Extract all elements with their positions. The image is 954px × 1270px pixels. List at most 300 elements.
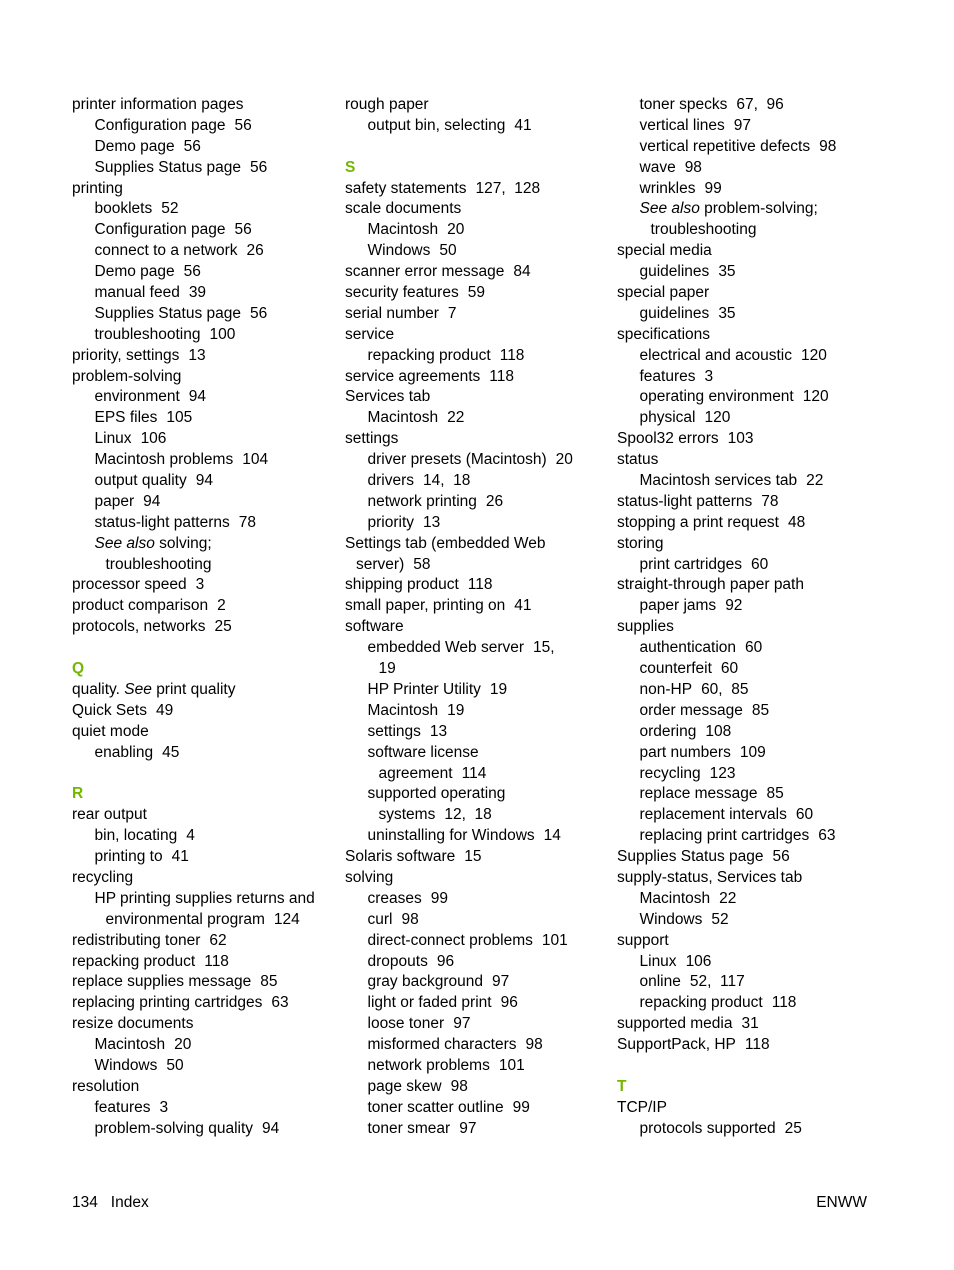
entry-term: security features (345, 284, 459, 302)
entry-term: resolution (72, 1077, 140, 1095)
index-entry (617, 513, 879, 534)
page-reference: 114 (461, 764, 487, 782)
page-reference: 108 (705, 722, 732, 740)
index-subentry (345, 889, 607, 910)
entry-term: server) (356, 555, 405, 573)
entry-term: status-light patterns (617, 492, 753, 510)
page-reference: 118 (771, 994, 797, 1012)
entry-term: Spool32 errors (617, 430, 719, 448)
index-subentry (617, 596, 879, 617)
section-gap (617, 1056, 879, 1077)
page-reference: 118 (204, 952, 229, 970)
entry-term: embedded Web server (367, 639, 525, 657)
index-subentry (72, 325, 334, 346)
index-entry (617, 429, 879, 450)
section-gap (72, 764, 334, 785)
page-reference: 118 (467, 576, 493, 594)
index-subentry (617, 262, 879, 283)
entry-term: output quality (94, 472, 187, 490)
index-subentry (72, 429, 334, 450)
page-reference: 12, 18 (444, 806, 492, 824)
page-reference: 56 (772, 848, 790, 866)
entry-term: scanner error message (345, 263, 505, 281)
index-column-1 (72, 95, 334, 1140)
entry-term: features (639, 367, 696, 385)
index-subentry (72, 1098, 334, 1119)
entry-term: network printing (367, 492, 477, 510)
entry-term: systems (378, 806, 436, 824)
entry-term: Macintosh (94, 1036, 166, 1054)
entry-term: creases (367, 889, 422, 907)
entry-term: Services tab (345, 388, 431, 406)
entry-term: Linux (94, 430, 132, 448)
entry-term: recycling (72, 868, 134, 886)
entry-term: settings (367, 722, 421, 740)
entry-term: service (345, 325, 395, 343)
entry-term: Supplies Status page (617, 848, 764, 866)
entry-term: replacing printing cartridges (72, 994, 263, 1012)
page-reference: 94 (195, 472, 213, 490)
entry-term: counterfeit (639, 660, 712, 678)
index-subentry (617, 137, 879, 158)
index-entry (72, 575, 334, 596)
entry-term: Linux (639, 952, 677, 970)
page-reference: 49 (155, 701, 174, 719)
entry-term: light or faded print (367, 994, 492, 1012)
index-subentry (617, 199, 879, 220)
entry-term: priority, settings (72, 346, 180, 364)
page-reference: 45 (162, 743, 180, 761)
index-subentry (345, 555, 607, 576)
entry-term: wave (639, 158, 676, 176)
index-subentry (617, 784, 879, 805)
entry-term: quality. (72, 680, 120, 698)
index-subentry (617, 95, 879, 116)
entry-term: solving; (154, 534, 212, 552)
entry-term: serial number (345, 304, 439, 322)
entry-term: vertical repetitive defects (639, 137, 811, 155)
entry-term: supplies (617, 618, 674, 636)
page-reference: 56 (234, 116, 252, 134)
page-reference: 56 (234, 221, 252, 239)
index-entry (617, 492, 879, 513)
entry-term: troubleshooting (105, 555, 212, 573)
entry-term: solving (345, 868, 394, 886)
see-also-label: See also (94, 534, 155, 552)
page-reference: 120 (704, 409, 731, 427)
page-reference: 59 (467, 284, 485, 302)
page-reference: 98 (684, 158, 702, 176)
entry-term: replacement intervals (639, 806, 787, 824)
entry-term: misformed characters (367, 1036, 517, 1054)
index-column-3 (617, 95, 879, 1140)
entry-term: loose toner (367, 1015, 445, 1033)
index-entry (345, 325, 607, 346)
page-reference: 25 (784, 1119, 802, 1137)
entry-term: settings (345, 430, 399, 448)
page-reference: 2 (217, 597, 226, 615)
index-subentry (617, 346, 879, 367)
page-reference: 124 (273, 910, 300, 928)
entry-term: supply-status, Services tab (617, 868, 803, 886)
entry-term: Quick Sets (72, 701, 147, 719)
entry-term: toner scatter outline (367, 1098, 504, 1116)
index-entry (617, 1014, 879, 1035)
entry-term: product comparison (72, 597, 209, 615)
entry-term: printing to (94, 848, 163, 866)
entry-term: replace message (639, 785, 758, 803)
index-subentry (345, 993, 607, 1014)
entry-term: recycling (639, 764, 701, 782)
index-subentry (72, 450, 334, 471)
index-entry (72, 952, 334, 973)
page-reference: 78 (238, 513, 257, 531)
index-subentry (617, 116, 879, 137)
index-entry (345, 283, 607, 304)
page-reference: 26 (485, 492, 504, 510)
entry-term: software license (367, 743, 479, 761)
entry-term: status (617, 451, 659, 469)
entry-term: uninstalling for Windows (367, 827, 535, 845)
entry-term: output bin, selecting (367, 116, 506, 134)
entry-term: Demo page (94, 263, 175, 281)
index-subentry (345, 722, 607, 743)
index-entry (72, 617, 334, 638)
page-reference: 85 (751, 701, 770, 719)
entry-term: support (617, 931, 669, 949)
index-subentry (345, 931, 607, 952)
page-reference: 94 (143, 492, 161, 510)
index-entry (617, 283, 879, 304)
page-reference: 120 (802, 388, 829, 406)
page-reference: 96 (500, 994, 518, 1012)
entry-term: troubleshooting (650, 221, 757, 239)
page-reference: 63 (271, 994, 289, 1012)
index-entry (72, 680, 334, 701)
page-reference: 118 (744, 1036, 770, 1054)
index-subentry (72, 555, 334, 576)
page-reference: 101 (541, 931, 568, 949)
page-reference: 26 (246, 242, 264, 260)
entry-term: agreement (378, 764, 453, 782)
page-reference: 35 (718, 263, 736, 281)
index-subentry (345, 784, 607, 805)
page-reference: 22 (447, 409, 465, 427)
index-subentry (345, 952, 607, 973)
index-subentry (617, 993, 879, 1014)
page-reference: 52 (711, 910, 729, 928)
page-reference: 20 (555, 451, 573, 469)
page-reference: 94 (262, 1119, 280, 1137)
index-subentry (72, 1056, 334, 1077)
index-subentry (617, 638, 879, 659)
index-subentry (617, 408, 879, 429)
index-subentry (345, 513, 607, 534)
index-entry (617, 1098, 879, 1119)
index-entry (72, 805, 334, 826)
entry-term: Configuration page (94, 116, 226, 134)
page-reference: 63 (818, 827, 836, 845)
page-reference: 98 (450, 1077, 468, 1095)
index-subentry (72, 826, 334, 847)
index-subentry (72, 158, 334, 179)
entry-term: gray background (367, 973, 483, 991)
entry-term: paper jams (639, 597, 717, 615)
entry-term: repacking product (72, 952, 196, 970)
page-reference: 13 (423, 513, 441, 531)
index-subentry (72, 910, 334, 931)
index-subentry (617, 701, 879, 722)
page-reference: 85 (260, 973, 278, 991)
index-entry (72, 722, 334, 743)
page-reference: 22 (719, 889, 737, 907)
entry-term: status-light patterns (94, 513, 230, 531)
index-subentry (617, 743, 879, 764)
index-entry (617, 1035, 879, 1056)
entry-term: Macintosh (367, 701, 439, 719)
index-entry (617, 325, 879, 346)
index-subentry (72, 199, 334, 220)
page-reference: 99 (430, 889, 449, 907)
entry-term: replace supplies message (72, 973, 252, 991)
index-entry (72, 931, 334, 952)
entry-term: environmental program (105, 910, 265, 928)
page-reference: 15 (464, 848, 482, 866)
index-subentry (72, 492, 334, 513)
index-subentry (345, 659, 607, 680)
entry-term: manual feed (94, 284, 180, 302)
page-reference: 94 (188, 388, 207, 406)
index-subentry (617, 680, 879, 701)
entry-term: resize documents (72, 1015, 194, 1033)
entry-term: Demo page (94, 137, 175, 155)
page-reference: 13 (188, 346, 206, 364)
see-label: See (124, 680, 152, 698)
entry-term: Settings tab (embedded Web (345, 534, 546, 552)
index-subentry (345, 910, 607, 931)
page-reference: 60, 85 (701, 680, 749, 698)
index-subentry (72, 137, 334, 158)
entry-term: Macintosh (367, 409, 439, 427)
index-subentry (617, 1119, 879, 1140)
page-reference: 20 (447, 221, 465, 239)
index-subentry (345, 680, 607, 701)
index-subentry (345, 826, 607, 847)
index-subentry (617, 220, 879, 241)
entry-term: software (345, 618, 404, 636)
index-subentry (345, 743, 607, 764)
index-subentry (345, 1014, 607, 1035)
page-reference: 4 (186, 827, 195, 845)
index-subentry (72, 847, 334, 868)
index-subentry (72, 1035, 334, 1056)
index-subentry (345, 1056, 607, 1077)
page-reference: 56 (250, 304, 268, 322)
index-entry (345, 534, 607, 555)
index-subentry (617, 952, 879, 973)
entry-term: rear output (72, 806, 147, 824)
page-reference: 48 (788, 513, 806, 531)
entry-term: storing (617, 534, 664, 552)
entry-term: physical (639, 409, 696, 427)
page-reference: 78 (761, 492, 779, 510)
index-subentry (72, 889, 334, 910)
index-letter-heading: S (345, 158, 356, 176)
index-entry (72, 179, 334, 200)
entry-term: troubleshooting (94, 325, 201, 343)
see-target: print quality (156, 680, 236, 698)
index-subentry (617, 972, 879, 993)
index-subentry (72, 534, 334, 555)
index-letter-heading: T (617, 1077, 627, 1095)
page-reference: 20 (174, 1036, 192, 1054)
entry-term: dropouts (367, 952, 428, 970)
page-reference: 22 (806, 472, 824, 490)
page-reference: 58 (413, 555, 431, 573)
entry-term: features (94, 1098, 151, 1116)
index-subentry (617, 179, 879, 200)
index-entry (72, 868, 334, 889)
entry-term: Configuration page (94, 221, 226, 239)
entry-term: EPS files (94, 409, 158, 427)
page-footer (72, 1192, 867, 1213)
footer-section: Index (110, 1194, 149, 1211)
page-reference: 35 (718, 304, 736, 322)
index-subentry (617, 889, 879, 910)
index-subentry (617, 555, 879, 576)
page-reference: 99 (512, 1098, 530, 1116)
entry-term: repacking product (367, 346, 491, 364)
entry-term: Supplies Status page (94, 158, 241, 176)
entry-term: Macintosh problems (94, 451, 234, 469)
index-subentry (345, 450, 607, 471)
entry-term: printing (72, 179, 123, 197)
index-entry (345, 429, 607, 450)
page-reference: 41 (171, 848, 189, 866)
entry-term: problem-solving (72, 367, 182, 385)
entry-term: guidelines (639, 263, 710, 281)
index-entry (345, 868, 607, 889)
entry-term: Macintosh (367, 221, 439, 239)
page-reference: 56 (183, 137, 201, 155)
entry-term: page skew (367, 1077, 442, 1095)
page-reference: 60 (720, 660, 739, 678)
index-subentry (72, 1119, 334, 1140)
entry-term: enabling (94, 743, 154, 761)
index-subentry (72, 283, 334, 304)
index-entry (72, 367, 334, 388)
entry-term: 19 (378, 660, 396, 678)
entry-term: curl (367, 910, 393, 928)
index-subentry (72, 241, 334, 262)
entry-term: non-HP (639, 680, 693, 698)
page-reference: 96 (436, 952, 455, 970)
index-subentry (617, 764, 879, 785)
index-subentry (72, 262, 334, 283)
index-entry (345, 596, 607, 617)
page-reference: 62 (209, 931, 227, 949)
entry-term: replacing print cartridges (639, 827, 810, 845)
index-entry (345, 387, 607, 408)
page-reference: 31 (741, 1015, 759, 1033)
entry-term: drivers (367, 472, 415, 490)
entry-term: priority (367, 513, 415, 531)
index-subentry (345, 220, 607, 241)
page-reference: 98 (401, 910, 419, 928)
entry-term: part numbers (639, 743, 731, 761)
page-reference: 103 (727, 430, 754, 448)
page-reference: 41 (514, 597, 532, 615)
index-subentry (345, 1098, 607, 1119)
index-entry (72, 1077, 334, 1098)
entry-term: electrical and acoustic (639, 346, 792, 364)
entry-term: Solaris software (345, 848, 456, 866)
entry-term: toner smear (367, 1119, 451, 1137)
index-subentry (345, 346, 607, 367)
page-reference: 97 (453, 1015, 471, 1033)
index-entry (617, 534, 879, 555)
page-reference: 106 (140, 430, 167, 448)
index-column-2 (345, 95, 607, 1140)
entry-term: problem-solving; (699, 200, 818, 218)
page-reference: 127, 128 (475, 179, 541, 197)
entry-term: scale documents (345, 200, 462, 218)
section-gap (72, 638, 334, 659)
index-entry (345, 847, 607, 868)
entry-term: supported operating (367, 785, 506, 803)
index-subentry (345, 1077, 607, 1098)
index-subentry (617, 367, 879, 388)
page-reference: 98 (819, 137, 837, 155)
entry-term: HP printing supplies returns and (94, 889, 315, 907)
index-entry (345, 304, 607, 325)
page-reference: 7 (447, 304, 457, 322)
entry-term: booklets (94, 200, 153, 218)
entry-term: repacking product (639, 994, 763, 1012)
page-reference: 97 (491, 973, 510, 991)
index-entry (345, 617, 607, 638)
index-entry (72, 972, 334, 993)
entry-term: network problems (367, 1056, 490, 1074)
index-entry (72, 1014, 334, 1035)
page-reference: 19 (447, 701, 465, 719)
index-subentry (72, 387, 334, 408)
entry-term: Supplies Status page (94, 304, 241, 322)
entry-term: vertical lines (639, 116, 725, 134)
page-reference: 15, (533, 639, 555, 657)
index-entry (345, 95, 607, 116)
page-reference: 105 (166, 409, 193, 427)
page-reference: 99 (704, 179, 722, 197)
entry-term: toner specks (639, 96, 728, 113)
entry-term: connect to a network (94, 242, 238, 260)
entry-term: paper (94, 492, 135, 510)
see-also-label: See also (639, 200, 700, 218)
index-subentry (617, 910, 879, 931)
entry-term: specifications (617, 325, 711, 343)
index-subentry (345, 701, 607, 722)
entry-term: supported media (617, 1015, 733, 1033)
index-entry (617, 868, 879, 889)
page-reference: 3 (704, 367, 714, 385)
entry-term: special paper (617, 284, 710, 302)
index-subentry (345, 805, 607, 826)
entry-term: shipping product (345, 576, 459, 594)
page-reference: 60 (795, 806, 814, 824)
index-subentry (345, 471, 607, 492)
entry-term: environment (94, 388, 180, 406)
entry-term: operating environment (639, 388, 794, 406)
